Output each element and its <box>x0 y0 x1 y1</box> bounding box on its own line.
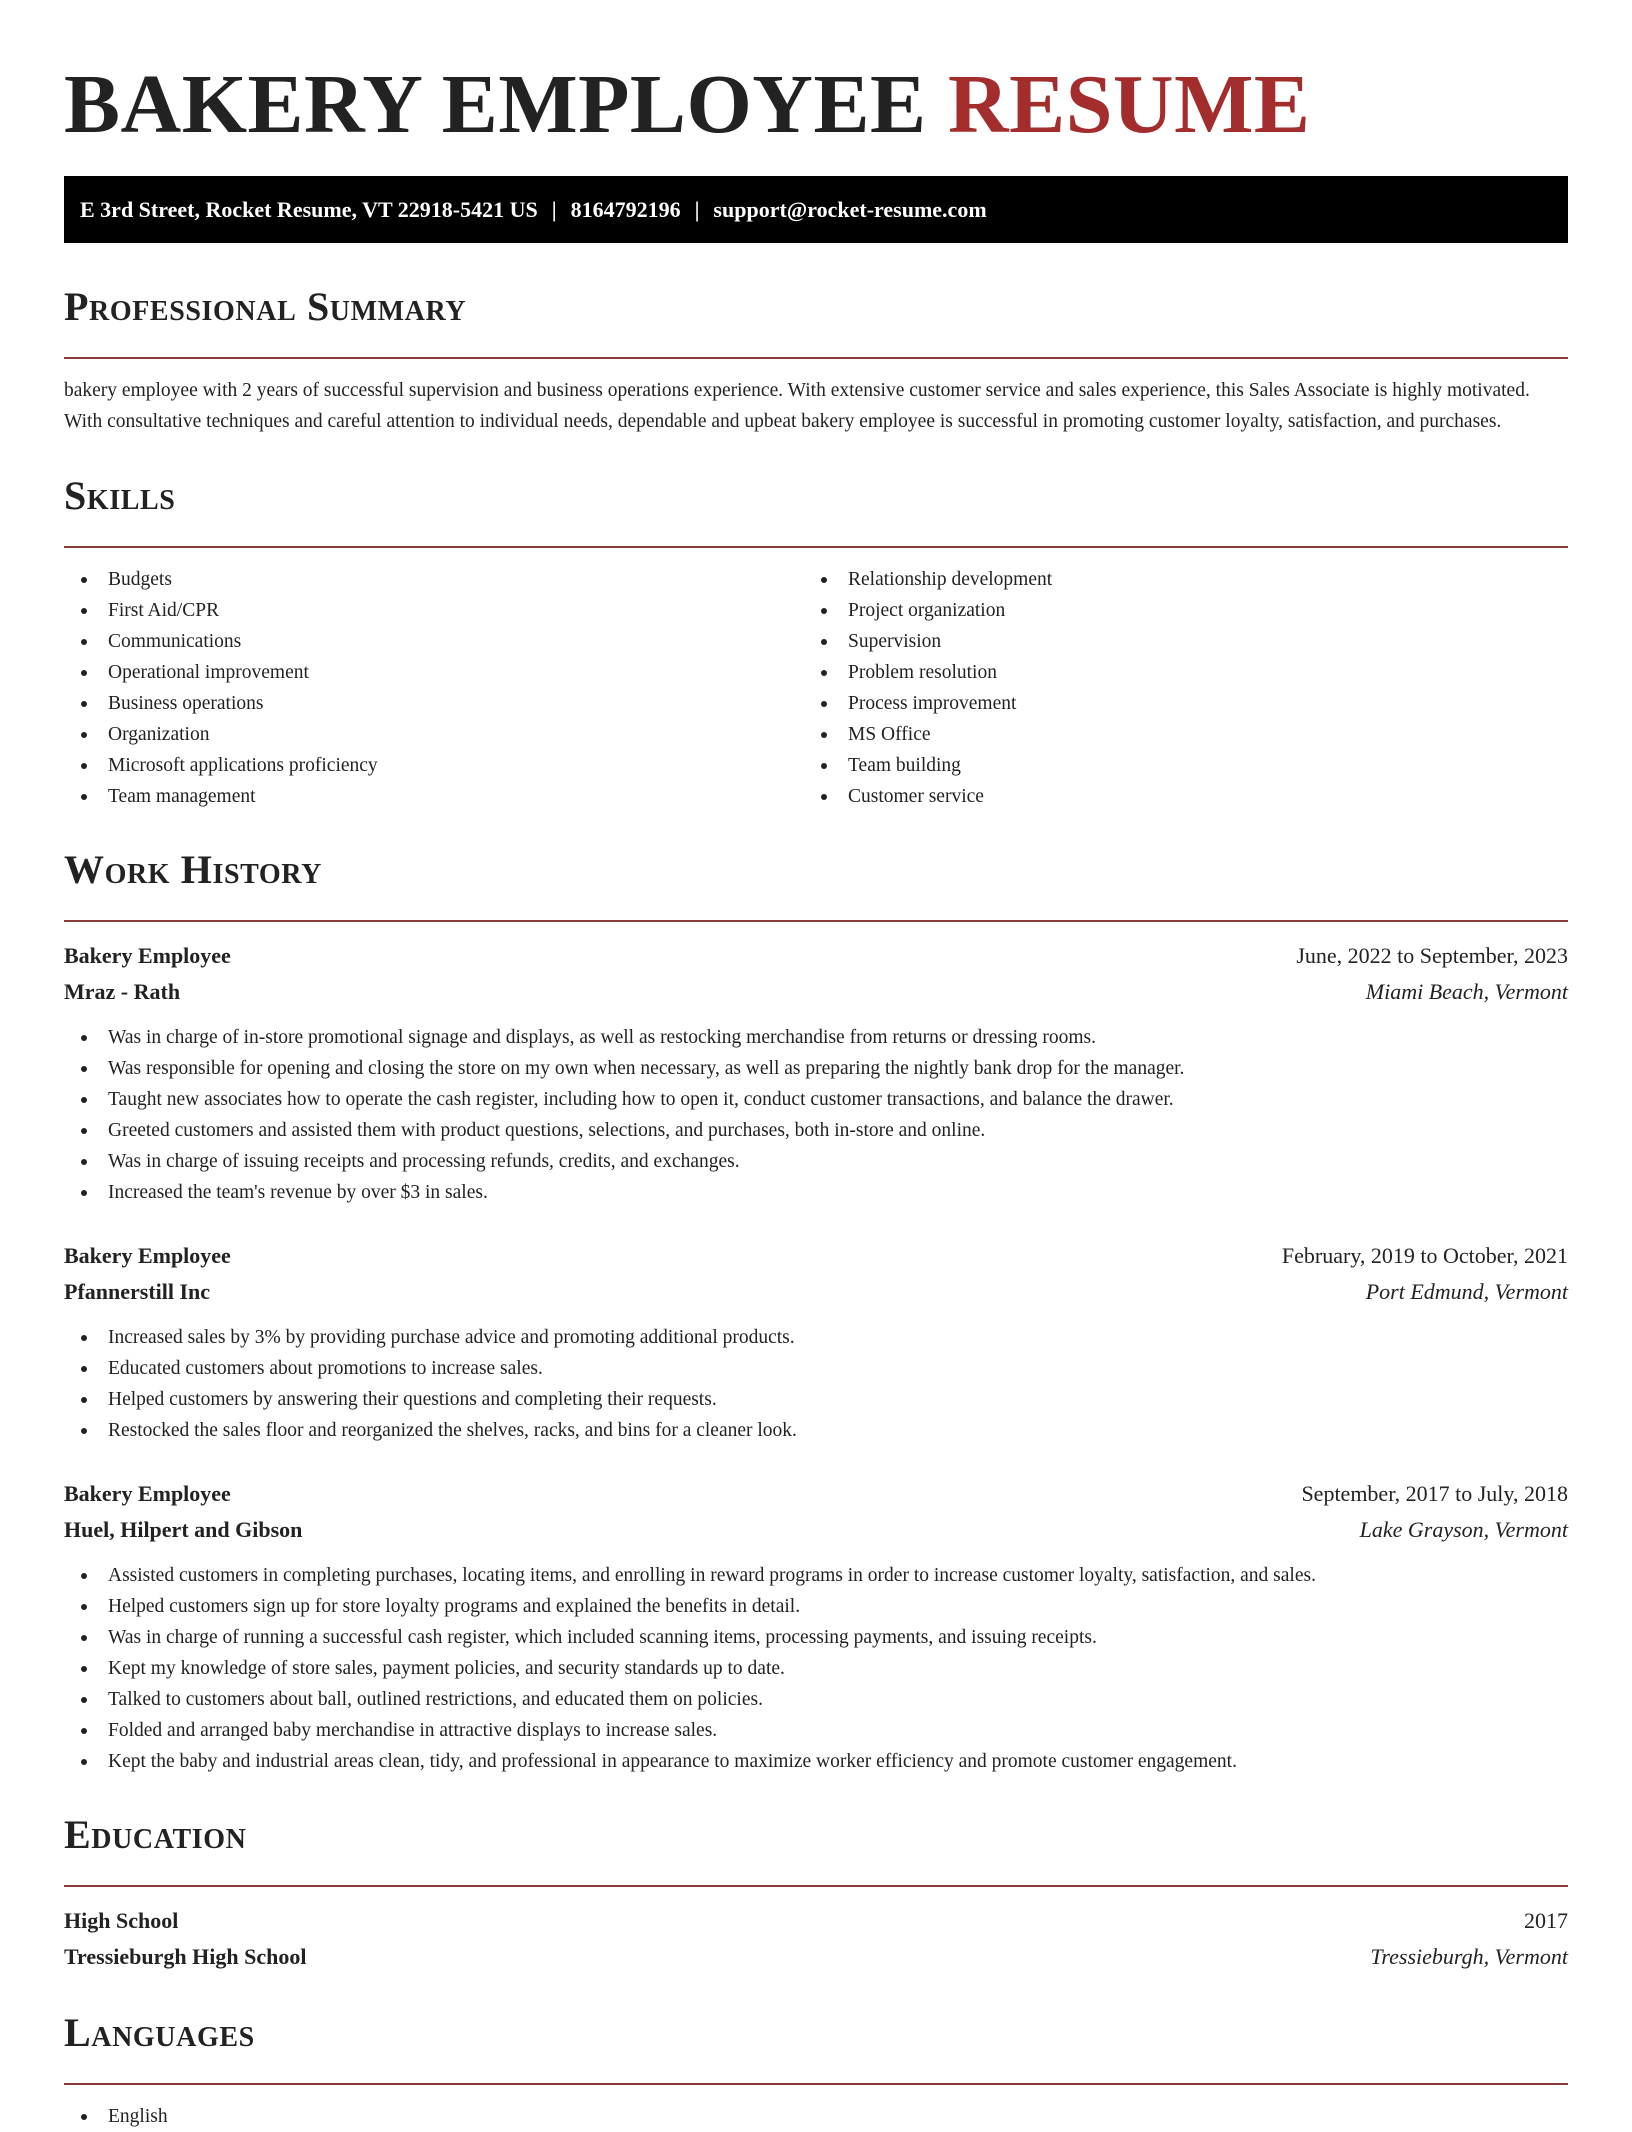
section-divider <box>64 546 1568 548</box>
skill-item: Process improvement <box>804 688 1544 719</box>
summary-text: bakery employee with 2 years of successful supervision and business operations experience. With extensive customer service and sales experience, this Sales Associate is highly motivated. With consultative techniques and careful attention to individual needs, dependable and upbeat bakery employee is successful in promoting customer loyalty, satisfaction, and purchases. <box>64 380 1530 432</box>
job-bullets <box>64 1022 1568 1208</box>
job-entry <box>64 1476 1568 1777</box>
section-divider <box>64 920 1568 922</box>
job-bullet: Talked to customers about ball, outlined restrictions, and educated them on policies. <box>64 1684 1568 1715</box>
job-title: Bakery Employee <box>64 1243 231 1268</box>
job-bullet: Restocked the sales floor and reorganized the shelves, racks, and bins for a cleaner look. <box>64 1415 1568 1446</box>
languages-list <box>64 2101 1568 2132</box>
job-bullet: Increased the team's revenue by over $3 in sales. <box>64 1177 1568 1208</box>
job-dates: September, 2017 to July, 2018 <box>1301 1481 1568 1506</box>
skills-column-left <box>64 564 804 812</box>
job-bullet: Kept my knowledge of store sales, payment policies, and security standards up to date. <box>64 1653 1568 1684</box>
contact-separator: | <box>694 197 700 222</box>
contact-address: E 3rd Street, Rocket Resume, VT 22918-5421 US <box>80 197 538 222</box>
job-subheader <box>64 1274 1568 1310</box>
contact-email[interactable]: support@rocket-resume.com <box>713 197 987 222</box>
languages-section <box>64 2002 1568 2132</box>
job-bullet: Taught new associates how to operate the cash register, including how to open it, conduct customer transactions, and balance the drawer. <box>64 1084 1568 1115</box>
education-school: Tressieburgh High School <box>64 1944 307 1969</box>
skill-item: First Aid/CPR <box>64 595 804 626</box>
skill-item: Business operations <box>64 688 804 719</box>
title-main: BAKERY EMPLOYEE <box>64 58 927 151</box>
skill-item: Customer service <box>804 781 1544 812</box>
job-bullet: Helped customers sign up for store loyalty programs and explained the benefits in detail. <box>64 1591 1568 1622</box>
job-bullet: Was in charge of issuing receipts and processing refunds, credits, and exchanges. <box>64 1146 1568 1177</box>
section-divider <box>64 357 1568 359</box>
job-location: Port Edmund, Vermont <box>1365 1279 1568 1304</box>
job-title: Bakery Employee <box>64 943 231 968</box>
job-bullet: Was in charge of running a successful cash register, which included scanning items, processing payments, and issuing receipts. <box>64 1622 1568 1653</box>
skill-item: Supervision <box>804 626 1544 657</box>
education-heading: Education <box>64 1812 247 1857</box>
job-subheader <box>64 974 1568 1010</box>
education-section <box>64 1804 1568 1975</box>
languages-heading: Languages <box>64 2010 255 2055</box>
education-subheader <box>64 1939 1568 1975</box>
section-divider <box>64 1885 1568 1887</box>
summary-section <box>64 276 1568 437</box>
resume-page <box>64 0 1568 2132</box>
skill-item: Budgets <box>64 564 804 595</box>
skill-item: Team building <box>804 750 1544 781</box>
skill-item: Communications <box>64 626 804 657</box>
job-entry <box>64 1238 1568 1446</box>
job-entry <box>64 938 1568 1208</box>
skill-item: Microsoft applications proficiency <box>64 750 804 781</box>
summary-heading: Professional Summary <box>64 284 467 329</box>
job-header <box>64 1238 1568 1274</box>
education-year: 2017 <box>1524 1908 1568 1933</box>
education-header <box>64 1903 1568 1939</box>
job-location: Lake Grayson, Vermont <box>1359 1517 1568 1542</box>
job-company: Huel, Hilpert and Gibson <box>64 1517 303 1542</box>
job-header <box>64 1476 1568 1512</box>
skill-item: Operational improvement <box>64 657 804 688</box>
skills-column-right <box>804 564 1544 812</box>
education-location: Tressieburgh, Vermont <box>1370 1944 1568 1969</box>
skills-heading: Skills <box>64 473 176 518</box>
skill-item: Problem resolution <box>804 657 1544 688</box>
job-title: Bakery Employee <box>64 1481 231 1506</box>
job-company: Mraz - Rath <box>64 979 181 1004</box>
job-dates: February, 2019 to October, 2021 <box>1281 1243 1568 1268</box>
skills-list <box>64 564 1568 812</box>
job-bullets <box>64 1560 1568 1777</box>
resume-title <box>64 0 1568 165</box>
job-location: Miami Beach, Vermont <box>1365 979 1568 1004</box>
skill-item: MS Office <box>804 719 1544 750</box>
job-bullet: Helped customers by answering their questions and completing their requests. <box>64 1384 1568 1415</box>
job-bullet: Assisted customers in completing purchases, locating items, and enrolling in reward programs in order to increase customer loyalty, satisfaction, and sales. <box>64 1560 1568 1591</box>
contact-phone[interactable]: 8164792196 <box>570 197 681 222</box>
job-bullet: Was in charge of in-store promotional signage and displays, as well as restocking merchandise from returns or dressing rooms. <box>64 1022 1568 1053</box>
job-company: Pfannerstill Inc <box>64 1279 211 1304</box>
skill-item: Team management <box>64 781 804 812</box>
job-bullet: Increased sales by 3% by providing purchase advice and promoting additional products. <box>64 1322 1568 1353</box>
education-degree: High School <box>64 1908 179 1933</box>
work-history-section <box>64 839 1568 1777</box>
title-accent: RESUME <box>948 58 1311 151</box>
language-item: English <box>64 2101 1568 2132</box>
job-header <box>64 938 1568 974</box>
education-entry <box>64 1903 1568 1975</box>
job-bullets <box>64 1322 1568 1446</box>
job-bullet: Kept the baby and industrial areas clean, tidy, and professional in appearance to maximize worker efficiency and promote customer engagement. <box>64 1746 1568 1777</box>
work-history-heading: Work History <box>64 847 322 892</box>
job-bullet: Educated customers about promotions to increase sales. <box>64 1353 1568 1384</box>
skill-item: Relationship development <box>804 564 1544 595</box>
skill-item: Organization <box>64 719 804 750</box>
contact-separator: | <box>551 197 557 222</box>
job-bullet: Folded and arranged baby merchandise in attractive displays to increase sales. <box>64 1715 1568 1746</box>
skill-item: Project organization <box>804 595 1544 626</box>
job-subheader <box>64 1512 1568 1548</box>
job-bullet: Greeted customers and assisted them with product questions, selections, and purchases, both in-store and online. <box>64 1115 1568 1146</box>
job-dates: June, 2022 to September, 2023 <box>1296 943 1568 968</box>
contact-bar <box>64 176 1568 243</box>
skills-section <box>64 465 1568 812</box>
job-bullet: Was responsible for opening and closing the store on my own when necessary, as well as preparing the nightly bank drop for the manager. <box>64 1053 1568 1084</box>
section-divider <box>64 2083 1568 2085</box>
